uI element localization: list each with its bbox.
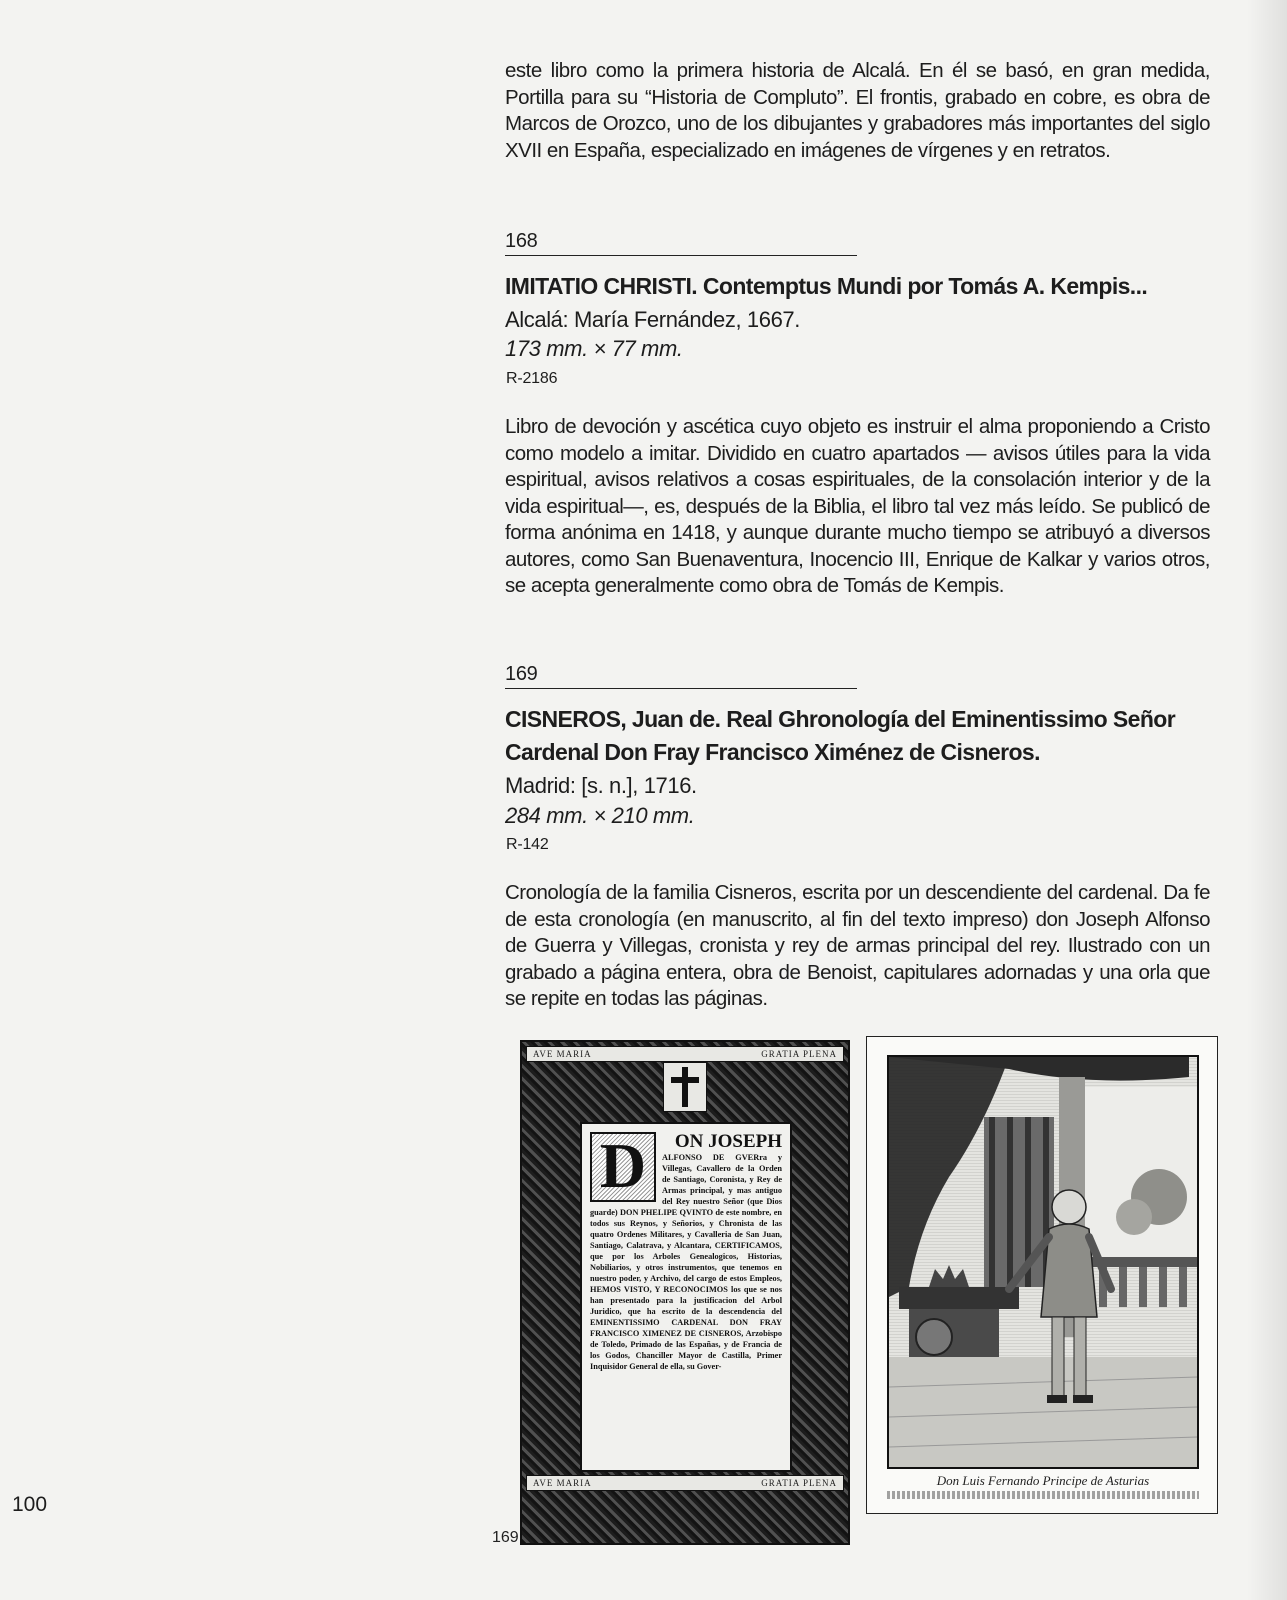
certificate-text-panel xyxy=(580,1122,792,1472)
entry-number-168: 168 xyxy=(505,230,538,252)
entry-ref-169: R-142 xyxy=(506,836,549,853)
portrait-engraving-image xyxy=(887,1055,1199,1469)
cross-emblem-icon xyxy=(663,1062,707,1112)
portrait-subcaption-illegible xyxy=(887,1491,1199,1499)
entry-imprint-168: Alcalá: María Fernández, 1667. xyxy=(505,307,800,332)
entry-number-169: 169 xyxy=(505,663,538,685)
bottom-inscription-right: GRATIA PLENA xyxy=(761,1478,837,1488)
page-number: 100 xyxy=(12,1493,48,1516)
bottom-inscription-left: AVE MARIA xyxy=(533,1478,592,1488)
ornamental-drop-cap: D xyxy=(590,1132,656,1202)
plate-caption-number: 169 xyxy=(492,1529,519,1546)
entry-description-169: Cronología de la familia Cisneros, escrita por un descendiente del cardenal. Da fe de esta cronología (en manuscrito, al fin del texto impreso) don Joseph Alfonso de Guerra y Villegas, cronista y rey de armas principal del rey. Ilustrado con un grabado a página entera, obra de Benoist, capitulares adornadas y una orla que se repite en todas las páginas. xyxy=(505,881,1210,1010)
portrait-caption: Don Luis Fernando Principe de Asturias xyxy=(936,1473,1150,1488)
bottom-inscription-band xyxy=(526,1475,844,1491)
title-page-engraving xyxy=(492,1040,850,1546)
top-inscription-left: AVE MARIA xyxy=(533,1049,592,1059)
entry-description-168: Libro de devoción y ascética cuyo objeto es instruir el alma proponiendo a Cristo como modelo a imitar. Dividido en cuatro apartados — avisos útiles para la vida espiritual, avisos relativos a cosas espirituales, de la consolación interior y de la vida espiritual—, es, después de la Biblia, el libro tal vez más leído. Se publicó de forma anónima en 1418, y aunque durante mucho tiempo se atribuyó a diversos autores, como San Buenaventura, Inocencio III, Enrique de Kalkar y varios otros, se acepta generalmente como obra de Tomás de Kempis. xyxy=(505,415,1210,597)
entry-size-169: 284 mm. × 210 mm. xyxy=(505,803,695,828)
certificate-body: ALFONSO DE GVERra y Villegas, Cavallero de la Orden de Santiago, Coronista, y Rey de Armas principal, y mas antiguo del Rey nuestro Señor (que Dios guarde) DON PHELIPE QVINTO de este nombre, en todos sus Reynos, y Señorios, y Chronista de las quatro Ordenes Militares, y Cavalleria de San Juan, Santiago, Calatrava, y Alcantara, CERTIFICAMOS, que por los Arboles Genealogicos, Historias, Nobiliarios, y otros instrumentos, que tenemos en nuestro poder, y Archivo, del cargo de estos Empleos, HEMOS VISTO, Y RECONOCIMOS los que se nos han presentado para la justificacion del Arbol Juridico, que ha escrito de la descendencia del EMINENTISSIMO CARDENAL DON FRAY FRANCISCO XIMENEZ DE CISNEROS, Arzobispo de Toledo, Primado de las Españas, y de Francia de los Godos, Chanciller Mayor de Castilla, Primer Inquisidor General de ella, su Gover- xyxy=(590,1153,782,1371)
entry-title-168: IMITATIO CHRISTI. Contemptus Mundi por Tomás A. Kempis... xyxy=(505,273,1148,299)
entry-imprint-169: Madrid: [s. n.], 1716. xyxy=(505,773,697,798)
entry-rule-168 xyxy=(505,255,857,256)
certificate-heading: ON JOSEPH xyxy=(674,1131,782,1152)
entry-rule-169 xyxy=(505,688,857,689)
page-gutter-shadow xyxy=(1247,0,1287,1600)
top-inscription-right: GRATIA PLENA xyxy=(761,1049,837,1059)
entry-size-168: 173 mm. × 77 mm. xyxy=(505,336,683,361)
portrait-engraving xyxy=(866,1036,1218,1514)
portrait-scene-illustration xyxy=(889,1057,1197,1467)
top-inscription-band xyxy=(526,1046,844,1062)
entry-title-169: CISNEROS, Juan de. Real Ghronología del Eminentissimo Señor Cardenal Don Fray Francisco Ximénez de Cisneros. xyxy=(505,706,1176,765)
entry-ref-168: R-2186 xyxy=(506,370,558,387)
intro-paragraph: este libro como la primera historia de Alcalá. En él se basó, en gran medida, Portilla para su “Historia de Compluto”. El frontis, grabado en cobre, es obra de Marcos de Orozco, uno de los dibujantes y grabadores más importantes del siglo XVII en España, especializado en imágenes de vírgenes y en retratos. xyxy=(505,59,1210,162)
